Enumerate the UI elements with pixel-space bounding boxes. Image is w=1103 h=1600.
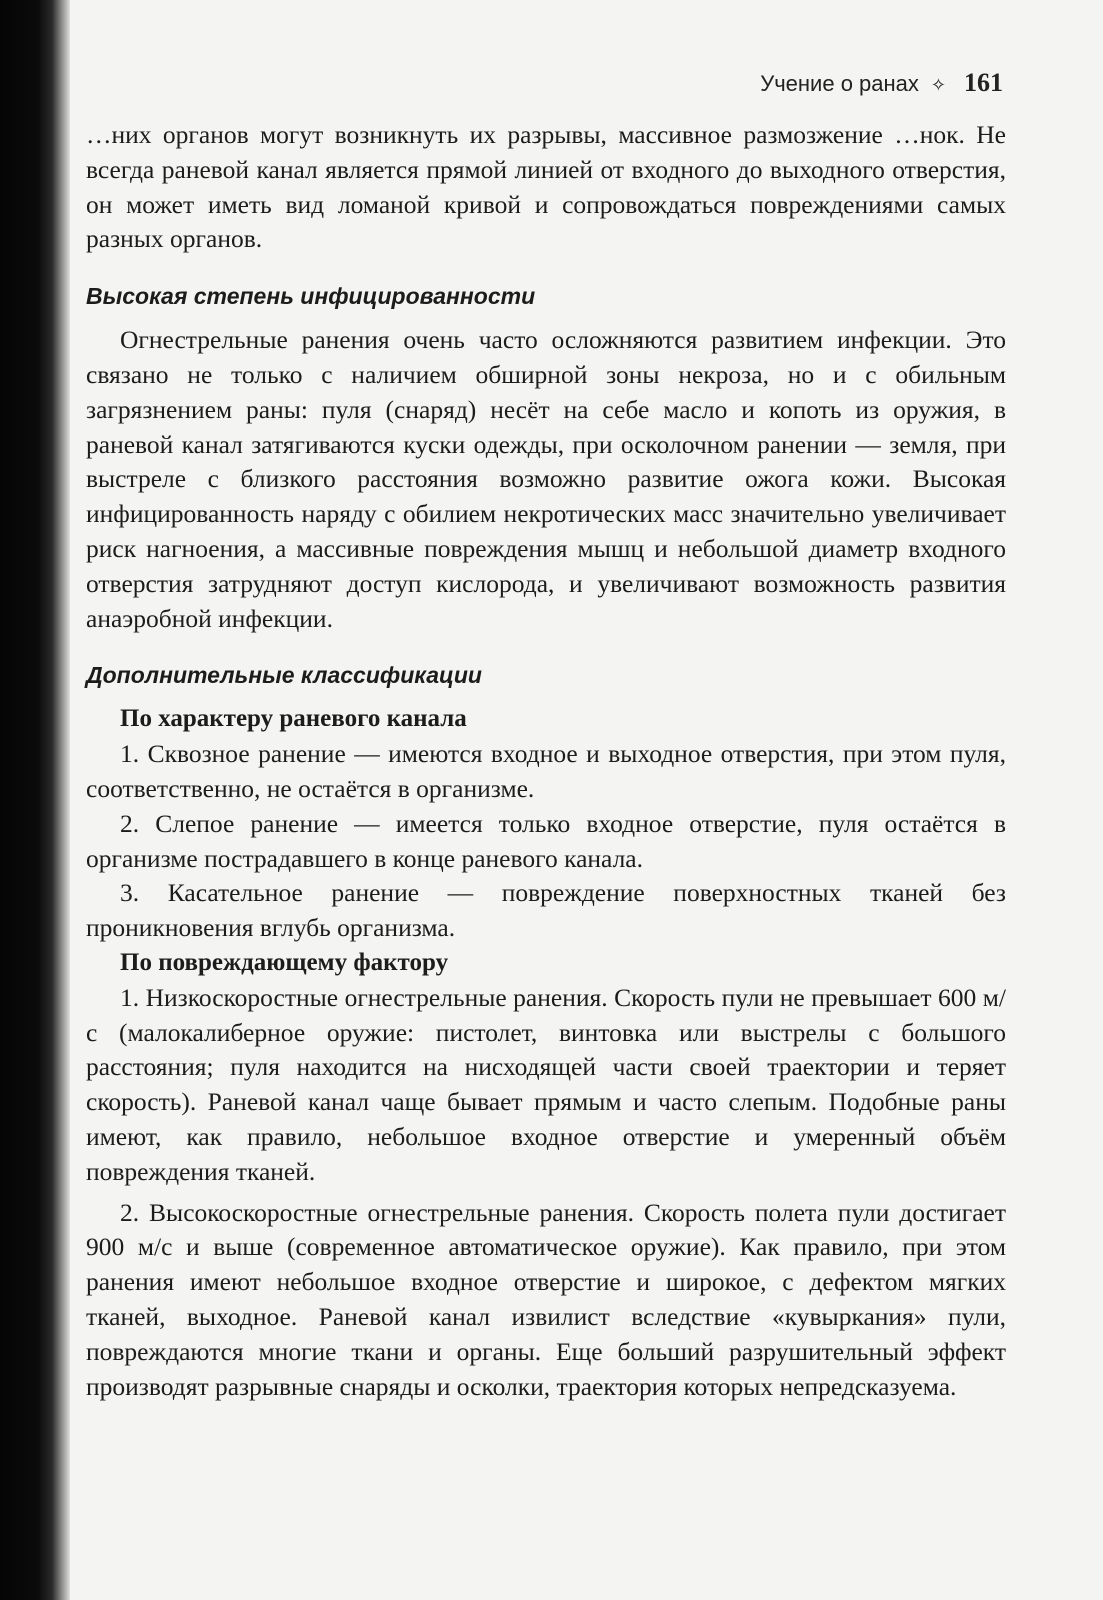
infection-paragraph: Огнестрельные ранения очень часто осложняются развитием инфекции. Это связано не только с наличием обширной зоны некроза, но и с обильным загрязнением раны: пуля (снаряд) несёт на себе масло и копоть из оружия, в раневой канал затягиваются куски одежды, при осколочном ранении — земля, при выстреле с близкого расстояния возможно развитие ожога кожи. Высокая инфицированность наряду с обилием некротических масс значительно увеличивает риск нагноения, а массивные повреждения мышц и небольшой диаметр входного отверстия затрудняют доступ кислорода, и увеличивают возможность развития анаэробной инфекции. [86, 325, 1006, 633]
section-heading-classifications: Дополнительные классификации [86, 662, 482, 689]
page-number: 161 [964, 68, 1003, 97]
factor-item-2: 2. Высокоскоростные огнестрельные ранения. Скорость полета пули достигает 900 м/с и выше (современное автоматическое оружие). Как правило, при этом ранения имеют небольшое входное отверстие и широкое, с дефектом мягких тканей, выходное. Раневой канал извилист вследствие «кувыркания» пули, повреждаются многие ткани и органы. Еще больший разрушительный эффект производят разрывные снаряды и осколки, траектория которых непредсказуема. [86, 1197, 1006, 1401]
running-head-title: Учение о ранах [760, 71, 919, 96]
subheading-wound-channel: По характеру раневого канала [120, 705, 467, 733]
subheading-damaging-factor: По повреждающему фактору [120, 948, 449, 976]
channel-item-2: 2. Слепое ранение — имеется только входное отверстие, пуля остаётся в организме пострадавшего в конце раневого канала. [86, 808, 1006, 873]
book-binding-shadow [0, 0, 70, 1600]
intro-paragraph: …них органов могут возникнуть их разрывы, массивное размозжение …нок. Не всегда раневой канал является прямой линией от входного до выходного отверстия, он может иметь вид ломаной кривой и сопровождаться повреждениями самых разных органов. [86, 120, 1006, 254]
channel-item-1: 1. Сквозное ранение — имеются входное и выходное отверстия, при этом пуля, соответственно, не остаётся в организме. [86, 739, 1006, 803]
diamond-ornament-icon: ✧ [930, 75, 946, 95]
page-body [86, 118, 1006, 1404]
factor-item-1: 1. Низкоскоростные огнестрельные ранения. Скорость пули не превышает 600 м/с (малокалиберное оружие: пистолет, винтовка или выстрелы с большого расстояния; пуля находится на нисходящей части своей траектории и теряет скорость). Раневой канал чаще бывает прямым и часто слепым. Подобные раны имеют, как правило, небольшое входное отверстие и умеренный объём повреждения тканей. [86, 982, 1006, 1186]
running-head [760, 68, 1003, 98]
channel-item-3: 3. Касательное ранение — повреждение поверхностных тканей без проникновения вглубь организма. [86, 878, 1006, 943]
section-heading-infection: Высокая степень инфицированности [86, 283, 536, 310]
